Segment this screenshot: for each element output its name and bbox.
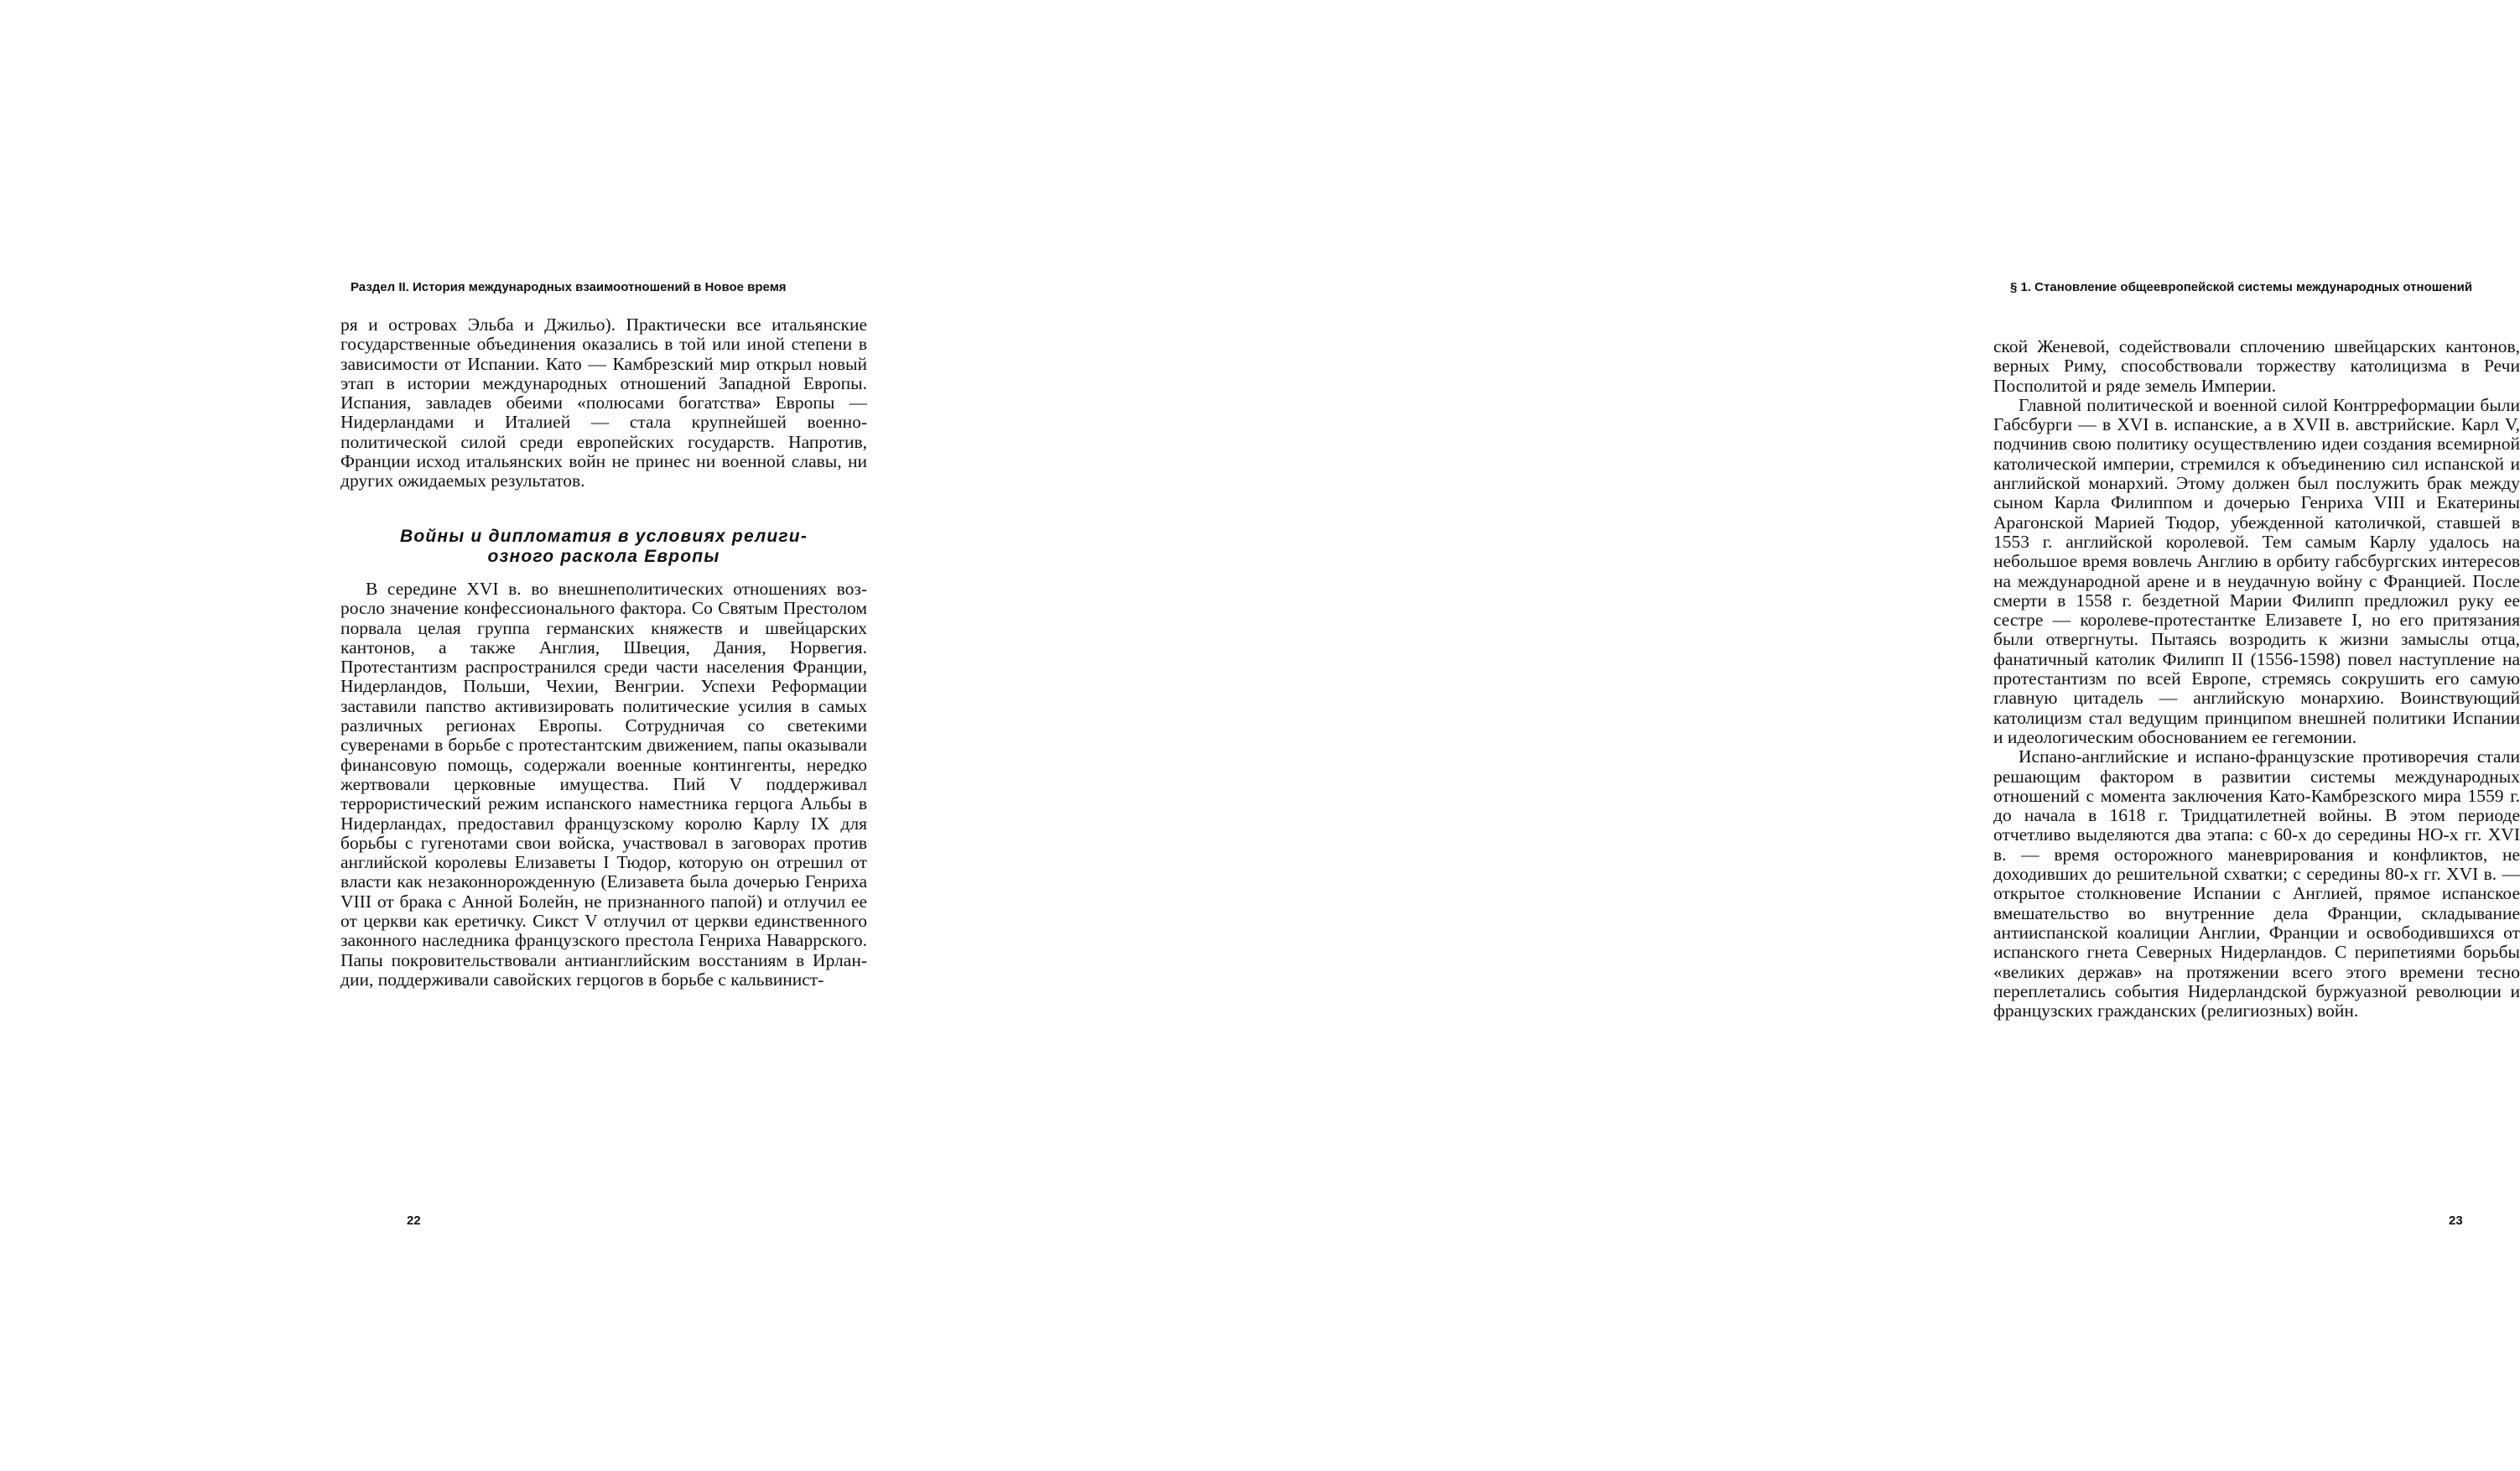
page-number-left: 22 xyxy=(407,1214,421,1228)
section-heading xyxy=(340,527,867,567)
page-number-right: 23 xyxy=(2449,1214,2463,1228)
running-head-left: Раздел II. История международных взаимоотношений в Новое время xyxy=(351,280,787,294)
left-text-top xyxy=(340,315,867,491)
right-page xyxy=(1040,0,2520,1471)
left-page xyxy=(0,0,1040,1471)
paragraph: ской Женевой, содействовали сплочению швейцарских кантонов, верных Риму, способствовали торжеству католицизма в Речи Посполитой и ряде земель Империи. xyxy=(1993,336,2520,396)
running-head-right: § 1. Становление общеевропейской системы международных отношений xyxy=(2010,280,2473,294)
right-text xyxy=(1993,337,2520,1021)
left-text-body xyxy=(340,580,867,990)
paragraph: Испано-английские и испано-французские противоречия стали решающим фактором в развитии системы международных отношений с момента заключения Като-Камбрезского мира 1559 г. до начала в 1618 г. Тридцатилетней войны. В этом периоде отчетливо выделяются два этапа: с 60-х до середины НО-х гг. XVI в. — время осторожного маневрирования и конфликтов, не доходивших до решительной схватки; с середины 80-х гг. XVI в. — открытое столкновение Испании с Англией, прямое испанское вмешательство во внутренние дела Франции, складывание антииспанской коалиции Англии, Франции и освободившихся от испанского гнета Северных Нидерландов. С перипетиями борьбы «великих держав» на протяжении всего этого времени тесно переплетались события Нидерландской буржуазной революции и французских гражданских (религиозных) войн. xyxy=(1993,746,2520,1021)
paragraph: В середине XVI в. во внешнеполитических отношениях возросло значение конфессионального фактора. Со Святым Престолом порвала целая группа германских княжеств и швейцарских кантонов, а также Англия, Швеция, Дания, Норвегия. Протестантизм распространился среди части населения Франции, Нидерландов, Польши, Чехии, Венгрии. Успехи Реформации заставили папство активизировать политические усилия в самых различных регионах Европы. Сотрудничая со светекими суверенами в борьбе с протестантским движением, папы оказывали финансовую помощь, содержали военные контингенты, нередко жертвовали церковные имущества. Пий V поддерживал террористический режим испанского наместника герцога Альбы в Нидерландах, предоставил французскому королю Карлу IX для борьбы с гугенотами свои войска, участвовал в заговорах против английской королевы Елизаветы I Тюдор, которую он отрешил от власти как незаконнорожденную (Елизавета была дочерью Генриха VIII от брака с Анной Болейн, не признанного папой) и отлучил ее от церкви как еретичку. Сикст V отлучил от церкви единственного законного наследника французского престола Генриха Наваррского. Папы покровительствовали антианглийским восстаниям в Ирландии, поддерживали савойских герцогов в борьбе с кальвинист- xyxy=(340,579,867,990)
paragraph: Главной политической и военной силой Контрреформации были Габсбурги — в XVI в. испанские, а в XVII в. австрийские. Карл V, подчинив свою политику осуществлению идеи создания всемирной католической империи, стремился к объединению сил испанской и английской монархий. Этому должен был послужить брак между сыном Карла Филиппом и дочерью Генриха VIII и Екатерины Арагонской Марией Тюдор, убежденной католичкой, ставшей в 1553 г. английской королевой. Тем самым Карлу удалось на небольшое время вовлечь Англию в орбиту габсбургских интересов на международной арене и в неудачную войну с Францией. После смерти в 1558 г. бездетной Марии Филипп предложил руку ее сестре — королеве-протестантке Елизавете I, но его притязания были отвергнуты. Пытаясь возродить к жизни замыслы отца, фанатичный католик Филипп II (1556-1598) повел наступление на протестантизм по всей Европе, стремясь сокрушить его самую главную цитадель — английскую монархию. Воинствующий католицизм стал ведущим принципом внешней политики Испании и идеологическим обоснованием ее гегемонии. xyxy=(1993,394,2520,747)
section-heading-line-1: Войны и дипломатия в условиях религи- xyxy=(399,527,808,546)
section-heading-line-2: озного раскола Европы xyxy=(487,547,720,566)
paragraph: ря и островах Эльба и Джильо). Практически все итальянские государственные объединения оказались в той или иной степени в зависимости от Испании. Като — Камбрезский мир открыл новый этап в истории международных отношений Западной Европы. Испания, завладев обеими «полюсами богатства» Европы — Нидерландами и Италией — стала крупнейшей военно-политической силой среди европейских государств. Напротив, Франции исход итальянских войн не принес ни военной славы, ни других ожидаемых результатов. xyxy=(340,314,867,491)
